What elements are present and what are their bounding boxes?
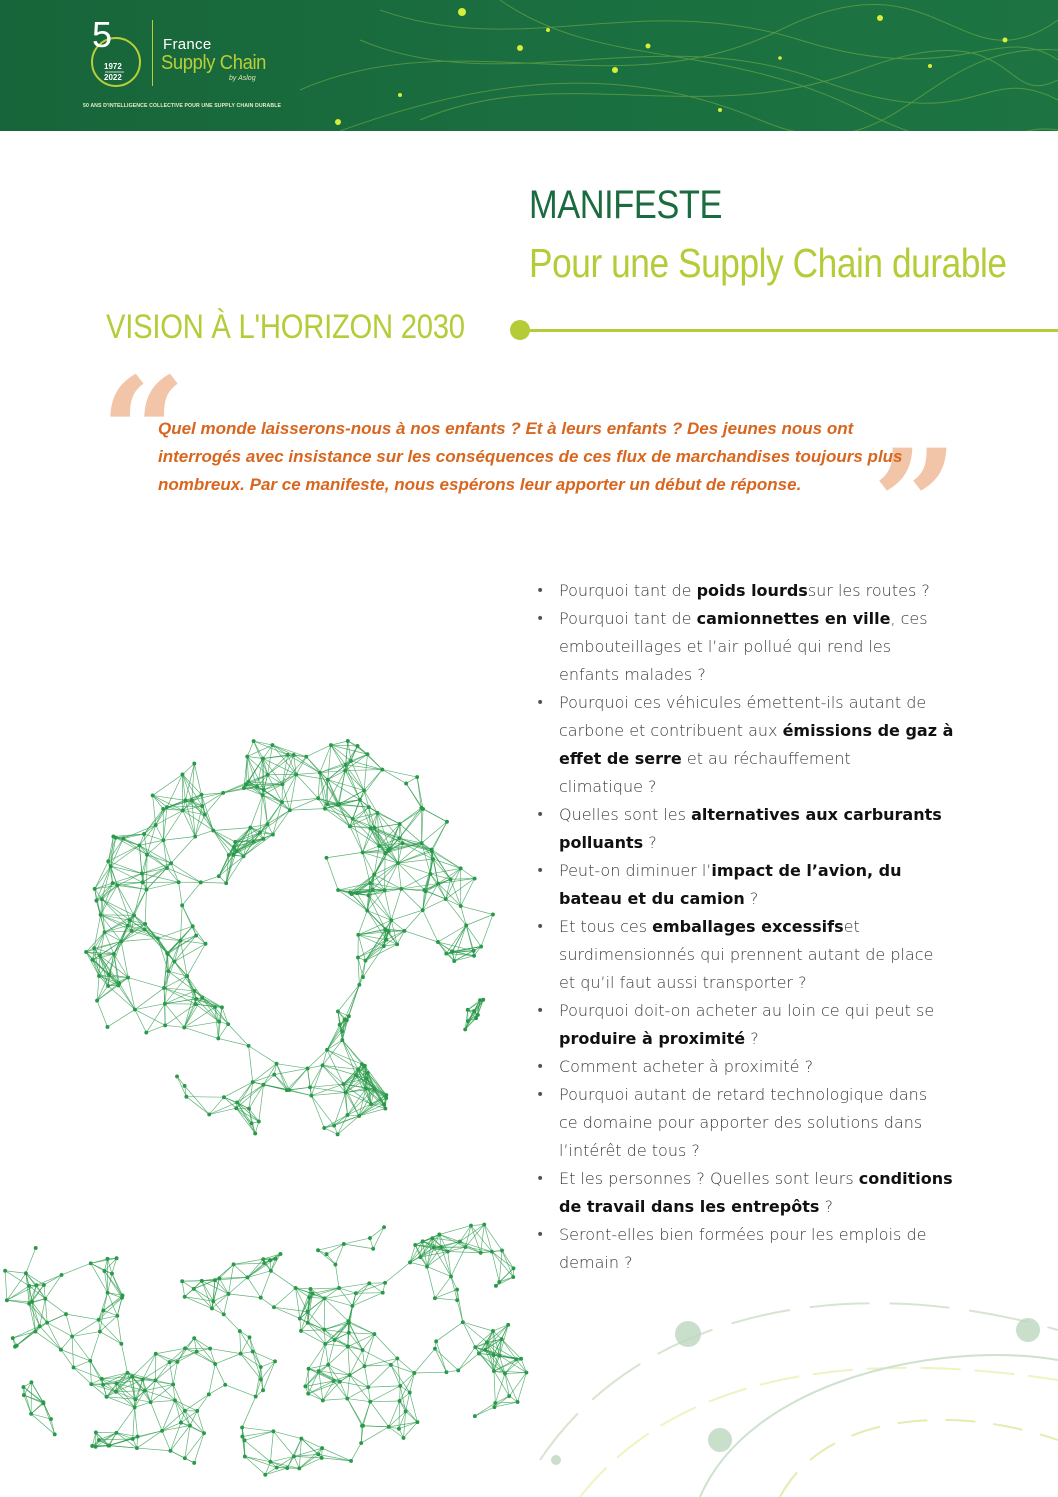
- question-line: [559, 913, 976, 941]
- question-text: Et tous ces: [559, 917, 653, 936]
- bullet-icon: •: [536, 695, 545, 711]
- brand-name-line2: Supply Chain: [161, 52, 267, 74]
- question-text: carbone et contribuent aux: [559, 721, 783, 740]
- question-text: Seront-elles bien formées pour les emplois de: [559, 1225, 927, 1244]
- question-text: et au réchauffement: [681, 749, 851, 768]
- question-text: Pourquoi doit-on acheter au loin ce qui peut se: [559, 1001, 935, 1020]
- question-text: enfants malades ?: [559, 665, 706, 684]
- question-item: [536, 1081, 976, 1165]
- logo-year-end: 2022: [104, 73, 122, 82]
- bullet-icon: •: [536, 1087, 545, 1103]
- question-emphasis: polluants: [559, 833, 644, 852]
- bullet-icon: •: [536, 1227, 545, 1243]
- question-line: [559, 689, 976, 717]
- logo-number: 5: [92, 14, 113, 55]
- network-globe-illustration: [80, 700, 500, 1150]
- question-emphasis: conditions: [858, 1169, 953, 1188]
- question-line: [559, 801, 976, 829]
- question-text: et: [843, 917, 860, 936]
- section-heading: VISION À L'HORIZON 2030: [106, 308, 465, 346]
- header-banner: [0, 0, 1058, 131]
- question-text: Peut-on diminuer l’: [559, 861, 712, 880]
- question-line: [559, 773, 976, 801]
- question-text: ce domaine pour apporter des solutions dans: [559, 1113, 923, 1132]
- bullet-icon: •: [536, 919, 545, 935]
- question-emphasis: effet de serre: [559, 749, 682, 768]
- question-line: [559, 605, 976, 633]
- question-text: Pourquoi ces véhicules émettent-ils autant de: [559, 693, 927, 712]
- bullet-icon: •: [536, 1003, 545, 1019]
- question-item: [536, 689, 976, 801]
- question-emphasis: emballages excessifs: [652, 917, 844, 936]
- question-line: [559, 997, 976, 1025]
- question-item: [536, 801, 976, 857]
- question-item: [536, 1221, 976, 1277]
- question-text: , ces: [890, 609, 928, 628]
- question-emphasis: bateau et du camion: [559, 889, 745, 908]
- question-text: l’intérêt de tous ?: [559, 1141, 700, 1160]
- question-emphasis: camionnettes en ville: [696, 609, 891, 628]
- intro-line: interrogés avec insistance sur les conséquences de ces flux de marchandises toujours plus: [158, 447, 903, 466]
- question-line: [559, 1221, 976, 1249]
- question-item: [536, 913, 976, 997]
- question-text: ?: [744, 889, 759, 908]
- question-text: Quelles sont les: [559, 805, 692, 824]
- question-emphasis: impact de l’avion, du: [711, 861, 902, 880]
- question-line: [559, 717, 976, 745]
- intro-line: nombreux. Par ce manifeste, nous espérons leur apporter un début de réponse.: [158, 475, 802, 494]
- logo-year-start: 1972: [104, 62, 122, 71]
- question-emphasis: émissions de gaz à: [782, 721, 954, 740]
- question-emphasis: poids lourds: [696, 581, 808, 600]
- question-text: sur les routes ?: [807, 581, 930, 600]
- bullet-icon: •: [536, 611, 545, 627]
- question-line: [559, 577, 976, 605]
- network-hand-illustration: [0, 1195, 540, 1497]
- question-emphasis: produire à proximité: [559, 1029, 746, 1048]
- question-line: [559, 1137, 976, 1165]
- question-line: [559, 1165, 976, 1193]
- question-line: [559, 745, 976, 773]
- question-item: [536, 577, 976, 605]
- question-text: et qu’il faut aussi transporter ?: [559, 973, 807, 992]
- intro-line: Quel monde laisserons-nous à nos enfants ? Et à leurs enfants ? Des jeunes nous ont: [158, 419, 854, 438]
- question-text: ?: [819, 1197, 833, 1216]
- question-text: ?: [643, 833, 657, 852]
- intro-quote: [158, 415, 958, 499]
- question-text: demain ?: [559, 1253, 633, 1272]
- question-item: [536, 997, 976, 1053]
- question-line: [559, 1025, 976, 1053]
- question-text: embouteillages et l’air pollué qui rend les: [559, 637, 892, 656]
- open-quote-icon: “: [100, 345, 187, 521]
- question-line: [559, 1193, 976, 1221]
- question-line: [559, 661, 976, 689]
- question-line: [559, 1081, 976, 1109]
- heading-rule-line: [526, 329, 1058, 332]
- question-line: [559, 969, 976, 997]
- question-line: [559, 1109, 976, 1137]
- question-text: Et les personnes ? Quelles sont leurs: [559, 1169, 859, 1188]
- brand-name-line1: France: [163, 36, 212, 53]
- bullet-icon: •: [536, 863, 545, 879]
- brand-by-aslog: by Aslog: [229, 75, 256, 82]
- question-text: Pourquoi autant de retard technologique dans: [559, 1085, 928, 1104]
- question-line: [559, 829, 976, 857]
- question-text: ?: [745, 1029, 759, 1048]
- close-quote-icon: ”: [872, 417, 959, 593]
- question-item: [536, 605, 976, 689]
- bullet-icon: •: [536, 1059, 545, 1075]
- bullet-icon: •: [536, 1171, 545, 1187]
- header-tagline: 50 ANS D'INTELLIGENCE COLLECTIVE POUR UNE SUPPLY CHAIN DURABLE: [83, 103, 282, 109]
- logo-divider: [152, 20, 153, 86]
- question-line: [559, 885, 976, 913]
- question-emphasis: de travail dans les entrepôts: [559, 1197, 820, 1216]
- manifesto-title: MANIFESTE: [529, 183, 722, 227]
- question-line: [559, 857, 976, 885]
- question-emphasis: alternatives aux carburants: [691, 805, 942, 824]
- question-line: [559, 941, 976, 969]
- bullet-icon: •: [536, 807, 545, 823]
- question-item: [536, 1053, 976, 1081]
- questions-list: [536, 577, 976, 1277]
- question-text: surdimensionnés qui prennent autant de place: [559, 945, 934, 964]
- question-item: [536, 1165, 976, 1221]
- header-wave-pattern: [0, 0, 1058, 131]
- question-item: [536, 857, 976, 913]
- question-text: Comment acheter à proximité ?: [559, 1057, 814, 1076]
- question-line: [559, 1249, 976, 1277]
- question-text: climatique ?: [559, 777, 657, 796]
- anniversary-logo: [78, 14, 158, 94]
- bullet-icon: •: [536, 583, 545, 599]
- question-line: [559, 1053, 976, 1081]
- question-line: [559, 633, 976, 661]
- question-text: Pourquoi tant de: [559, 581, 697, 600]
- manifesto-subtitle: Pour une Supply Chain durable: [529, 240, 1007, 286]
- question-text: Pourquoi tant de: [559, 609, 697, 628]
